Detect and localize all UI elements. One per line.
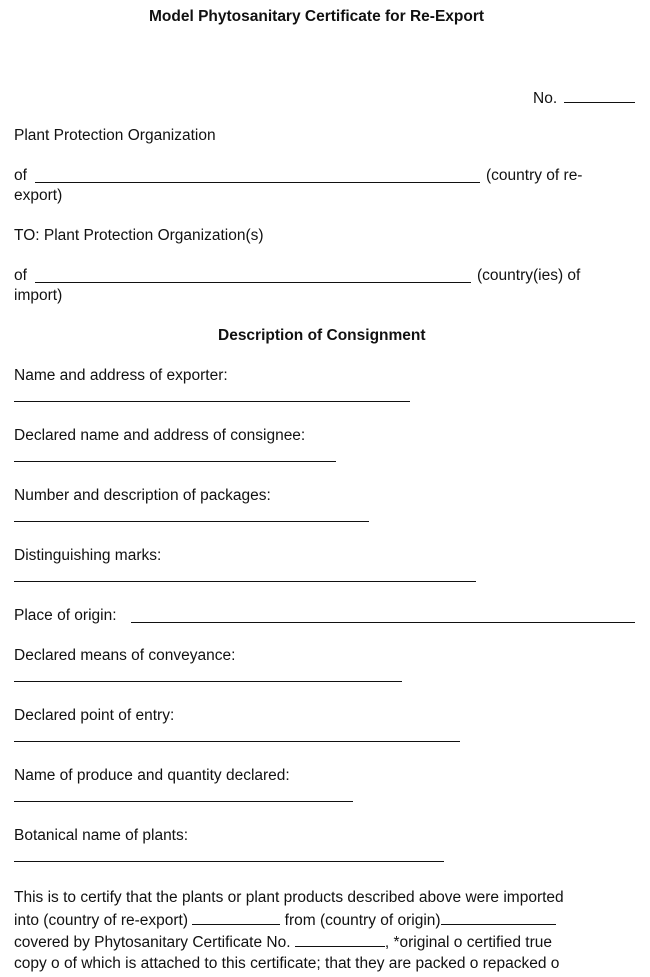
origin-field[interactable]	[131, 622, 635, 623]
certification-statement	[14, 888, 640, 974]
origin-country-field[interactable]	[441, 909, 556, 925]
entry-field[interactable]	[14, 741, 460, 742]
certificate-number-field[interactable]	[295, 931, 385, 947]
consignee-field[interactable]	[14, 461, 336, 462]
number-field[interactable]	[564, 87, 635, 103]
country-import-field[interactable]	[35, 282, 471, 283]
marks-label: Distinguishing marks:	[14, 547, 162, 564]
consignee-label: Declared name and address of consignee:	[14, 427, 306, 444]
botanical-field[interactable]	[14, 861, 444, 862]
country-reexport-note-cont: export)	[14, 187, 63, 204]
country-import-note: (country(ies) of	[477, 267, 581, 284]
marks-field[interactable]	[14, 581, 476, 582]
certify-original-text: , *original o certified true	[384, 934, 552, 951]
of-label-reexport: of	[14, 167, 27, 184]
number-label: No.	[533, 90, 558, 107]
page-title: Model Phytosanitary Certificate for Re-Export	[149, 8, 485, 25]
to-label: TO: Plant Protection Organization(s)	[14, 227, 264, 244]
certify-line-3	[14, 931, 640, 954]
packages-field[interactable]	[14, 521, 369, 522]
packages-label: Number and description of packages:	[14, 487, 271, 504]
certify-certificate-text: covered by Phytosanitary Certificate No.	[14, 934, 291, 951]
reexport-country-field[interactable]	[192, 909, 280, 925]
exporter-field[interactable]	[14, 401, 410, 402]
produce-field[interactable]	[14, 801, 353, 802]
country-reexport-field[interactable]	[35, 182, 480, 183]
exporter-label: Name and address of exporter:	[14, 367, 228, 384]
certify-line-2	[14, 909, 640, 932]
section-heading: Description of Consignment	[218, 327, 426, 344]
of-label-import: of	[14, 267, 27, 284]
conveyance-label: Declared means of conveyance:	[14, 647, 236, 664]
certificate-number	[533, 87, 635, 109]
country-import-note-cont: import)	[14, 287, 63, 304]
ppo-label: Plant Protection Organization	[14, 127, 216, 144]
certify-line-4: copy o of which is attached to this certificate; that they are packed o repacked o	[14, 954, 560, 972]
origin-label: Place of origin:	[14, 607, 117, 624]
produce-label: Name of produce and quantity declared:	[14, 767, 290, 784]
certify-line-1: This is to certify that the plants or plant products described above were imported	[14, 889, 564, 906]
certify-origin-text: from (country of origin)	[284, 911, 441, 929]
certify-reexport-text: into (country of re-export)	[14, 911, 189, 929]
entry-label: Declared point of entry:	[14, 707, 175, 724]
conveyance-field[interactable]	[14, 681, 402, 682]
country-reexport-note: (country of re-	[486, 167, 583, 184]
botanical-label: Botanical name of plants:	[14, 827, 189, 844]
